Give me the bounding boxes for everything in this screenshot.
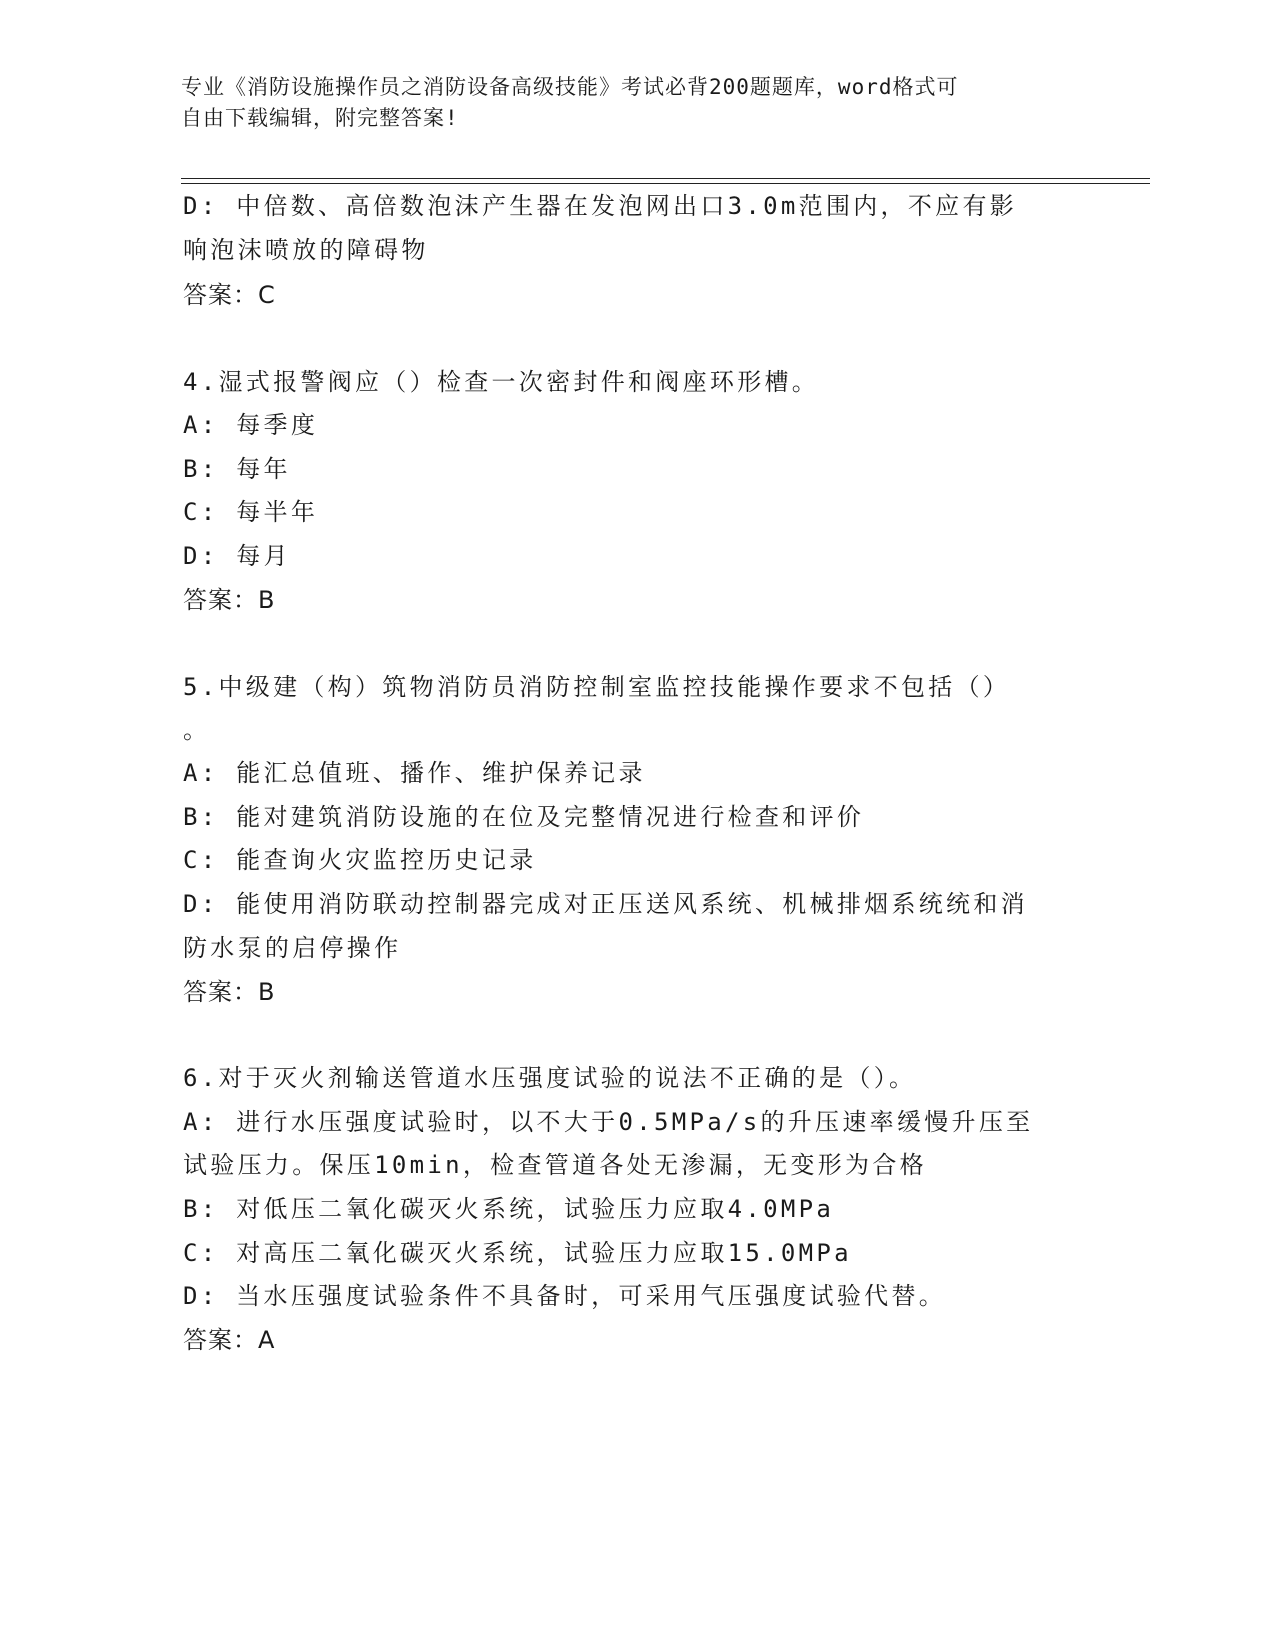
q3-answer: 答案：C xyxy=(183,281,276,309)
q4-option-a: A: 每季度 xyxy=(183,411,319,439)
q5-option-d-line-1: D: 能使用消防联动控制器完成对正压送风系统、机械排烟系统统和消 xyxy=(183,890,1028,918)
q4-option-c: C: 每半年 xyxy=(183,498,319,526)
q6-option-a-line-2: 试验压力。保压10min，检查管道各处无渗漏，无变形为合格 xyxy=(183,1151,927,1179)
q4-option-d: D: 每月 xyxy=(183,542,291,570)
q5-question-line-2: 。 xyxy=(183,716,211,744)
q5-option-a: A: 能汇总值班、播作、维护保养记录 xyxy=(183,759,646,787)
q6-option-b: B: 对低压二氧化碳灭火系统，试验压力应取4.0MPa xyxy=(183,1195,835,1223)
q6-option-c: C: 对高压二氧化碳灭火系统，试验压力应取15.0MPa xyxy=(183,1239,852,1267)
header-line-2: 自由下载编辑，附完整答案! xyxy=(181,106,459,130)
q3-option-d-line-2: 响泡沫喷放的障碍物 xyxy=(183,236,429,264)
q5-answer: 答案：B xyxy=(183,978,276,1006)
q5-option-c: C: 能查询火灾监控历史记录 xyxy=(183,846,537,874)
q4-answer: 答案：B xyxy=(183,586,276,614)
q6-option-a-line-1: A: 进行水压强度试验时，以不大于0.5MPa/s的升压速率缓慢升压至 xyxy=(183,1108,1034,1136)
q5-option-d-line-2: 防水泵的启停操作 xyxy=(183,934,402,962)
q5-option-b: B: 能对建筑消防设施的在位及完整情况进行检查和评价 xyxy=(183,803,865,831)
q6-option-d: D: 当水压强度试验条件不具备时，可采用气压强度试验代替。 xyxy=(183,1282,947,1310)
q6-question: 6.对于灭火剂输送管道水压强度试验的说法不正确的是（）。 xyxy=(183,1064,917,1092)
q4-option-b: B: 每年 xyxy=(183,455,291,483)
q5-question-line-1: 5.中级建（构）筑物消防员消防控制室监控技能操作要求不包括（） xyxy=(183,673,1011,701)
q3-option-d-line-1: D: 中倍数、高倍数泡沫产生器在发泡网出口3.0m范围内，不应有影 xyxy=(183,192,1018,220)
header-line-1: 专业《消防设施操作员之消防设备高级技能》考试必背200题题库，word格式可 xyxy=(181,75,959,99)
q4-question: 4.湿式报警阀应（）检查一次密封件和阀座环形槽。 xyxy=(183,368,820,396)
q6-answer: 答案：A xyxy=(183,1326,276,1354)
